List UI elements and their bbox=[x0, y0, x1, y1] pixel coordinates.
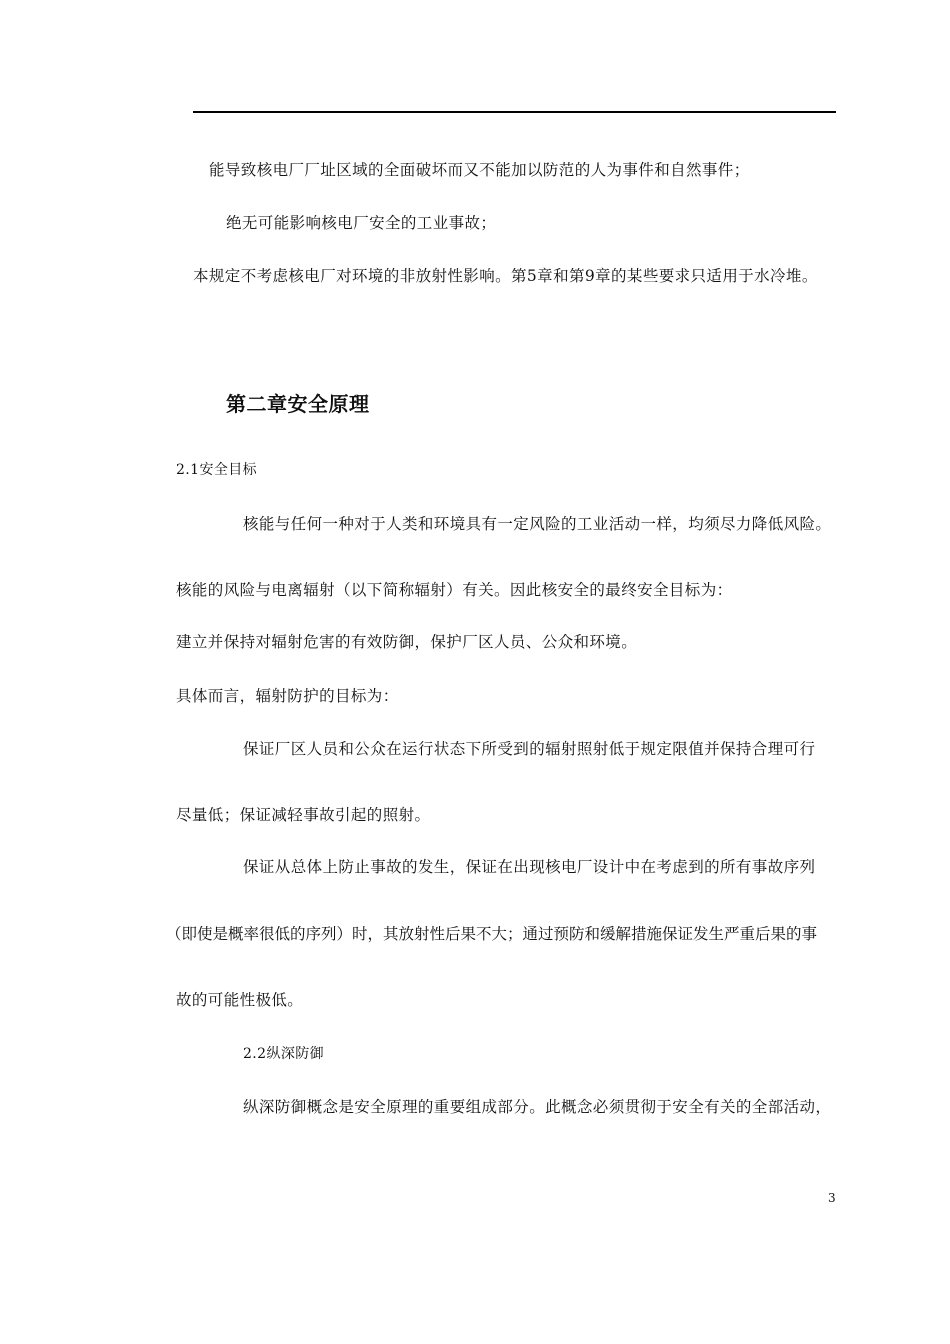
paragraph-line: 具体而言，辐射防护的目标为： bbox=[176, 687, 399, 705]
intro-line-2: 绝无可能影响核电厂安全的工业事故； bbox=[226, 214, 497, 232]
header-rule bbox=[193, 111, 836, 113]
intro-line-3: 本规定不考虑核电厂对环境的非放射性影响。第5章和第9章的某些要求只适用于水冷堆。 bbox=[193, 267, 818, 285]
paragraph-line: 保证厂区人员和公众在运行状态下所受到的辐射照射低于规定限值并保持合理可行 bbox=[243, 740, 816, 758]
paragraph-line: 保证从总体上防止事故的发生，保证在出现核电厂设计中在考虑到的所有事故序列 bbox=[243, 858, 816, 876]
paragraph-line: 纵深防御概念是安全原理的重要组成部分。此概念必须贯彻于安全有关的全部活动， bbox=[243, 1098, 832, 1116]
page-number: 3 bbox=[828, 1191, 836, 1205]
paragraph-line: 故的可能性极低。 bbox=[176, 991, 304, 1009]
paragraph-line: 尽量低；保证减轻事故引起的照射。 bbox=[176, 806, 431, 824]
intro-line-1: 能导致核电厂厂址区域的全面破坏而又不能加以防范的人为事件和自然事件； bbox=[209, 161, 750, 179]
chapter-title: 第二章安全原理 bbox=[226, 392, 370, 416]
section-2-1-title: 2.1安全目标 bbox=[176, 462, 258, 478]
paragraph-line: 建立并保持对辐射危害的有效防御，保护厂区人员、公众和环境。 bbox=[176, 633, 638, 651]
section-2-2-title: 2.2纵深防御 bbox=[243, 1046, 325, 1062]
paragraph-line: （即使是概率很低的序列）时，其放射性后果不大；通过预防和缓解措施保证发生严重后果的事 bbox=[166, 925, 818, 943]
paragraph-line: 核能与任何一种对于人类和环境具有一定风险的工业活动一样，均须尽力降低风险。 bbox=[243, 515, 832, 533]
paragraph-line: 核能的风险与电离辐射（以下简称辐射）有关。因此核安全的最终安全目标为： bbox=[176, 581, 733, 599]
